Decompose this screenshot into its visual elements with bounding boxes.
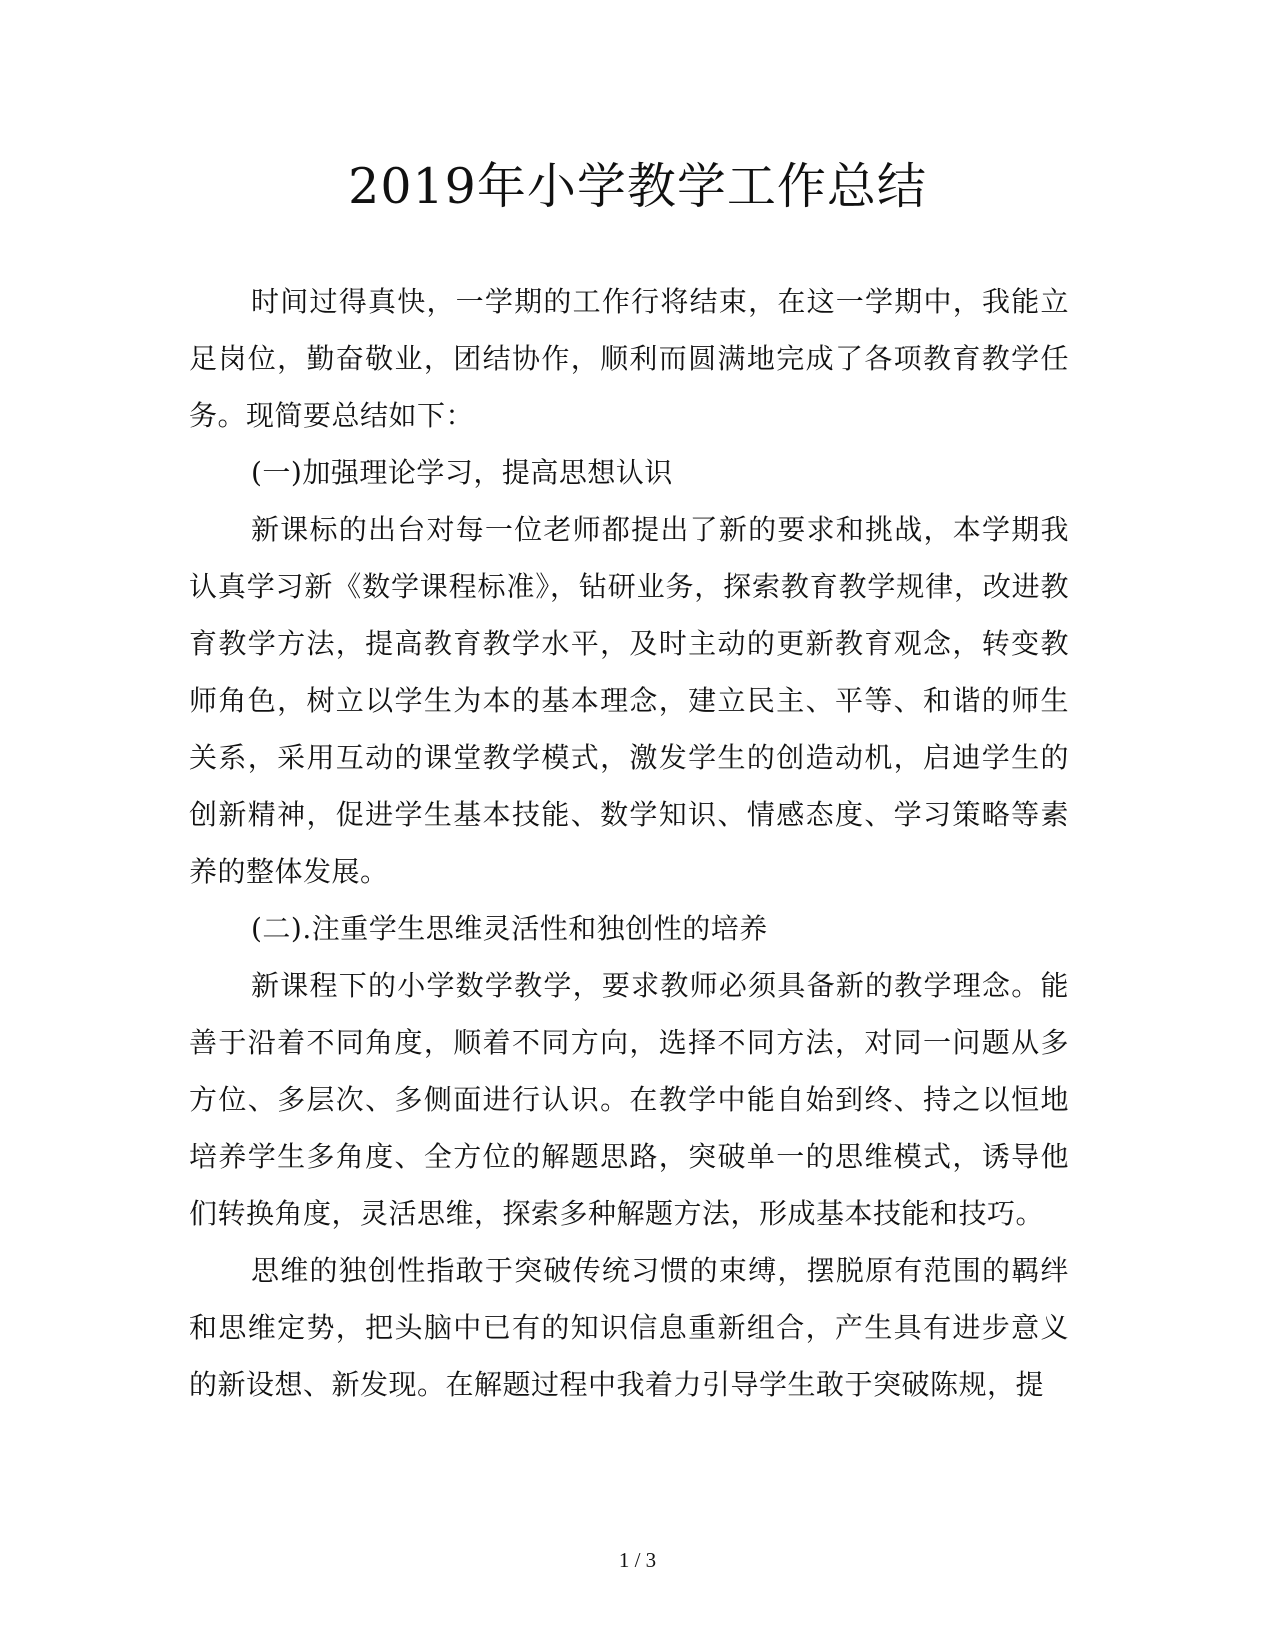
section-heading-2: (二).注重学生思维灵活性和独创性的培养 <box>251 912 768 945</box>
intro-paragraph: 时间过得真快，一学期的工作行将结束，在这一学期中，我能立足岗位，勤奋敬业，团结协作，顺利而圆满地完成了各项教育教学任务。现简要总结如下： <box>189 285 1069 432</box>
section-heading-1: (一)加强理论学习，提高思想认识 <box>251 456 673 489</box>
page-number: 1 / 3 <box>618 1548 657 1572</box>
section-1-paragraph: 新课标的出台对每一位老师都提出了新的要求和挑战，本学期我认真学习新《数学课程标准》，钻研业务，探索教育教学规律，改进教育教学方法，提高教育教学水平，及时主动的更新教育观念，转变教师角色，树立以学生为本的基本理念，建立民主、平等、和谐的师生关系，采用互动的课堂教学模式，激发学生的创造动机，启迪学生的创新精神，促进学生基本技能、数学知识、情感态度、学习策略等素养的整体发展。 <box>189 513 1069 888</box>
document-title: 2019年小学教学工作总结 <box>348 158 927 215</box>
section-2-paragraph-1: 新课程下的小学数学教学，要求教师必须具备新的教学理念。能善于沿着不同角度，顺着不同方向，选择不同方法，对同一问题从多方位、多层次、多侧面进行认识。在教学中能自始到终、持之以恒地培养学生多角度、全方位的解题思路，突破单一的思维模式，诱导他们转换角度，灵活思维，探索多种解题方法，形成基本技能和技巧。 <box>189 969 1069 1230</box>
document-body <box>189 273 1069 1413</box>
section-2-paragraph-2: 思维的独创性指敢于突破传统习惯的束缚，摆脱原有范围的羁绊和思维定势，把头脑中已有的知识信息重新组合，产生具有进步意义的新设想、新发现。在解题过程中我着力引导学生敢于突破陈规，提 <box>189 1254 1069 1401</box>
